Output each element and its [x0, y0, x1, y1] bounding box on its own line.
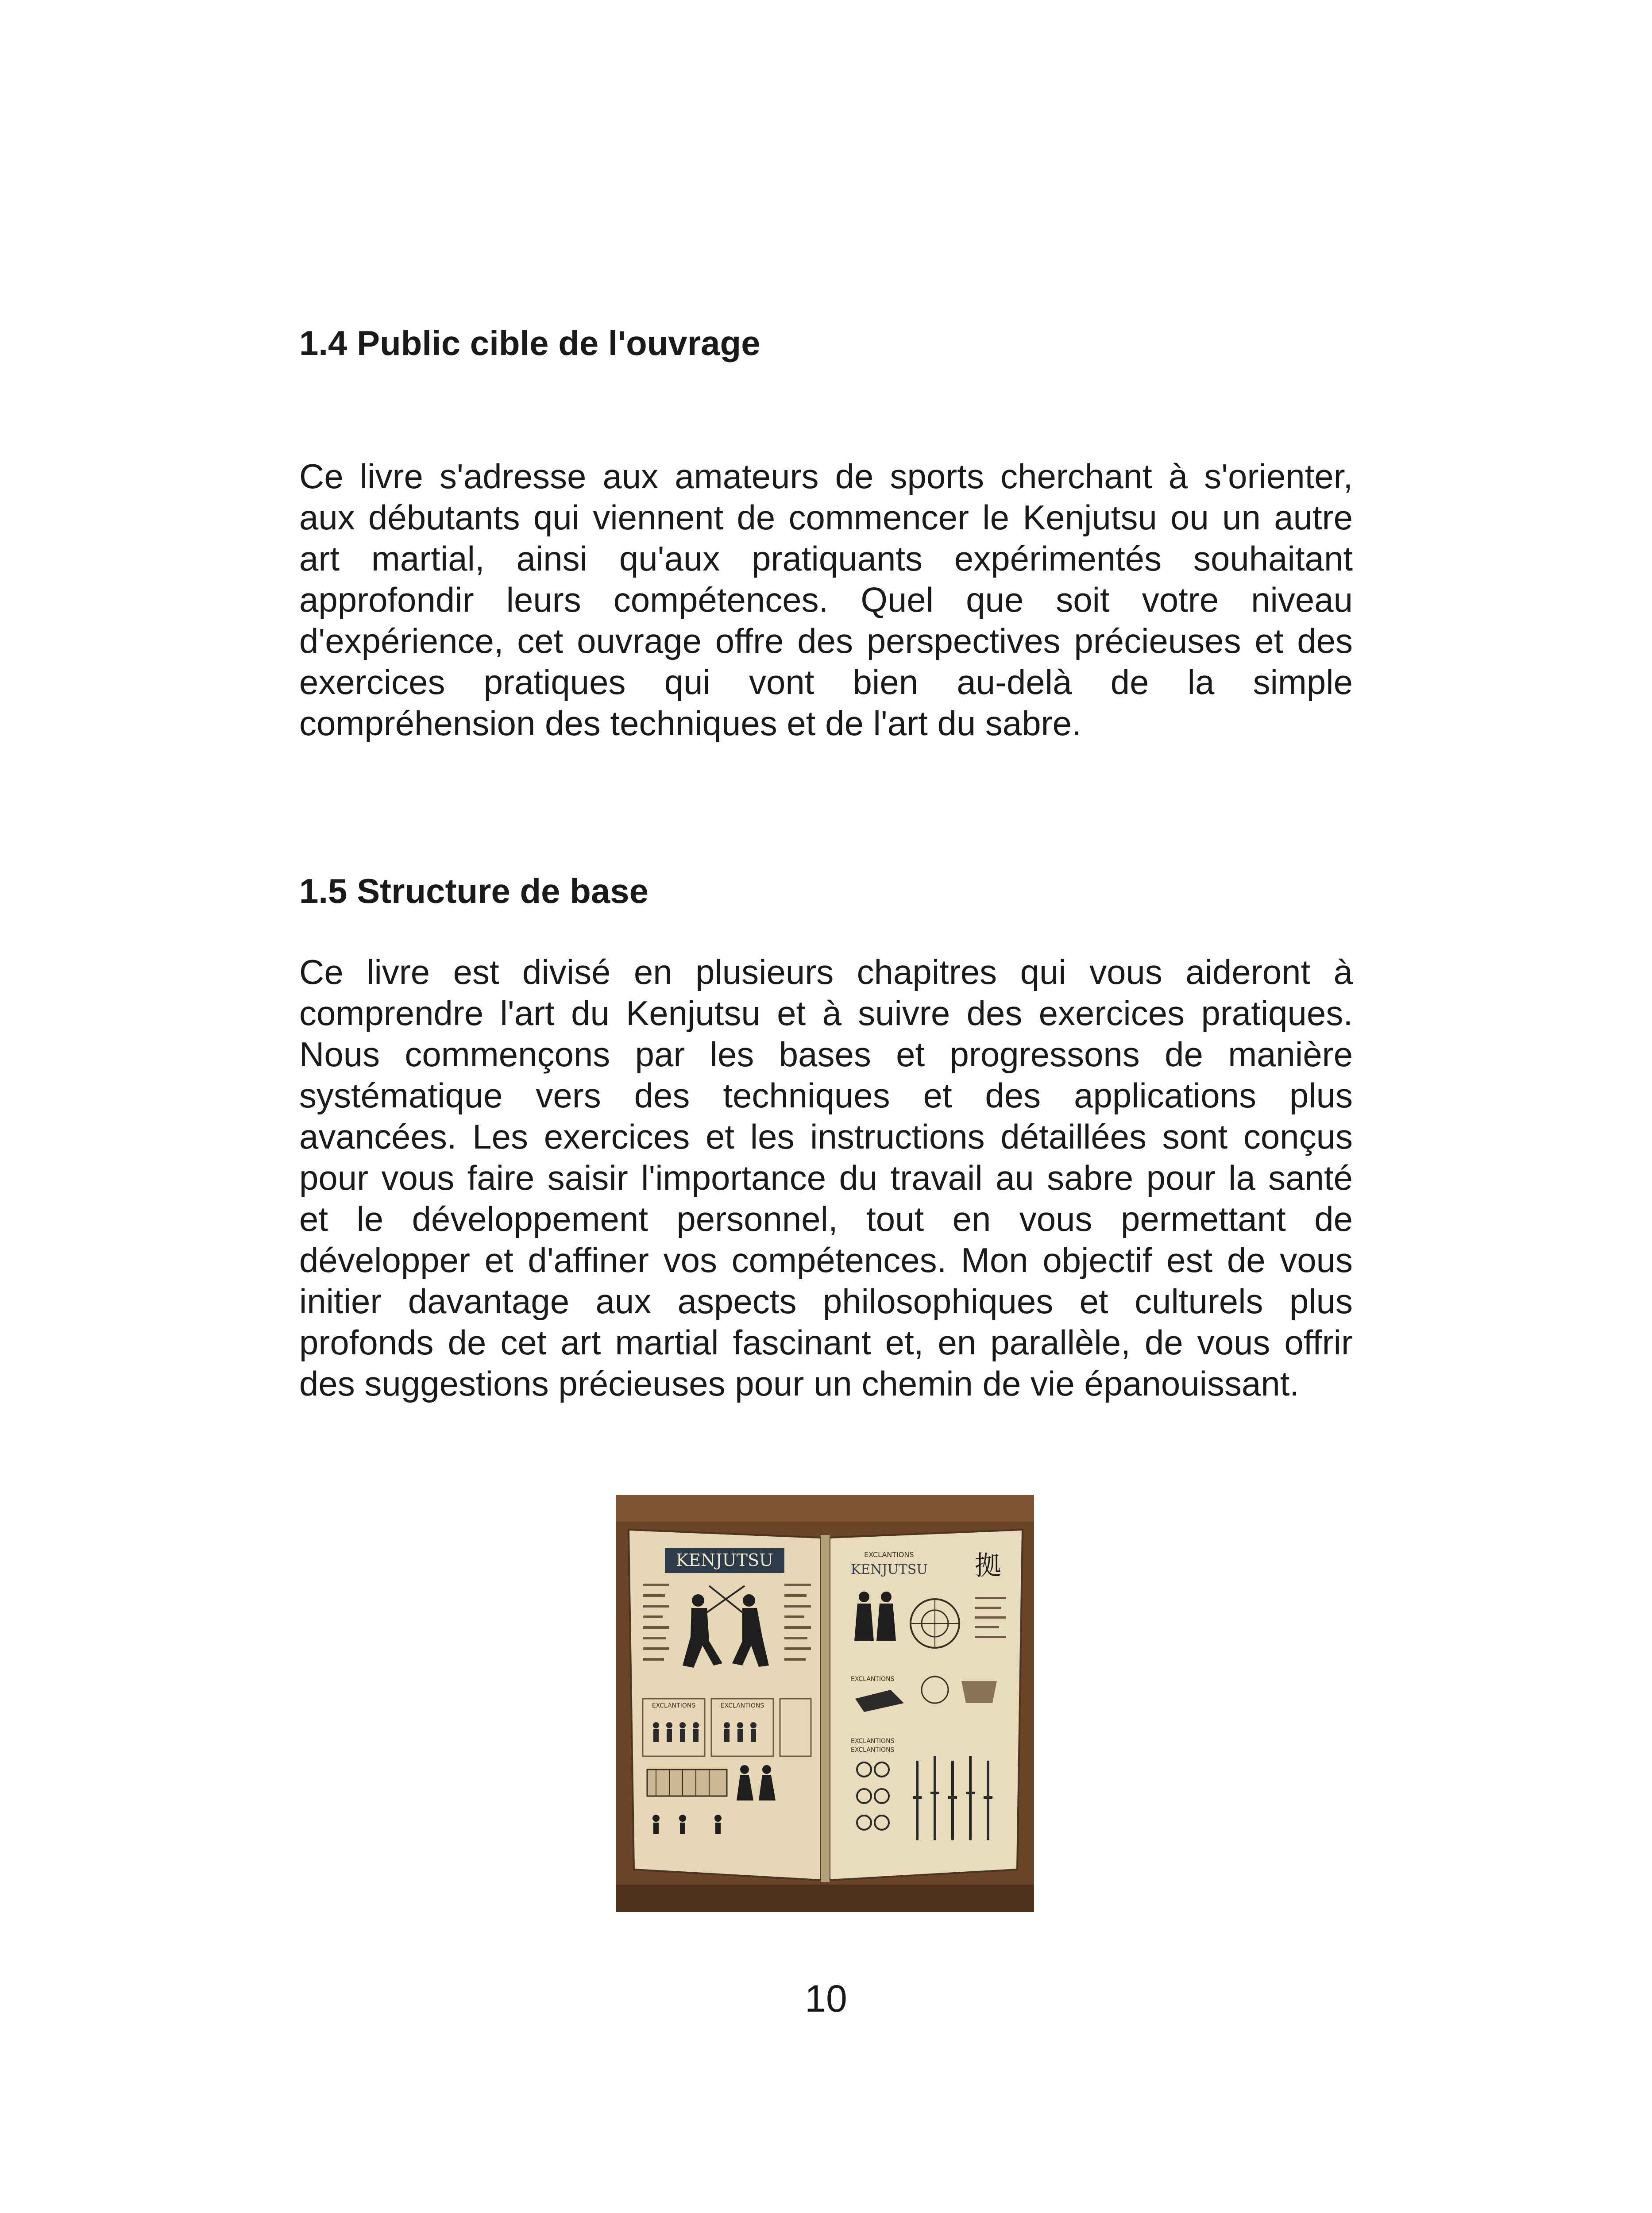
right-panel-label-1: EXCLANTIONS	[851, 1676, 895, 1683]
banner-right-text: KENJUTSU	[851, 1562, 928, 1577]
right-panel-label-3: EXCLANTIONS	[851, 1746, 895, 1754]
panel-label-1: EXCLANTIONS	[652, 1702, 696, 1709]
section-1-4-paragraph: Ce livre s'adresse aux amateurs de sports cherchant à s'orienter, aux débutants qui viennent de commencer le Kenjutsu ou un autre art martial, ainsi qu'aux pratiquants expérimentés souhaitant approfondir leurs compétences. Quel que soit votre niveau d'expérience, cet ouvrage offre des perspectives précieuses et des exercices pratiques qui vont bien au-delà de la simple compréhension des techniques et de l'art du sabre.	[299, 457, 1353, 743]
section-1-5-paragraph: Ce livre est divisé en plusieurs chapitres qui vous aideront à comprendre l'art du Kenjutsu et à suivre des exercices pratiques. Nous commençons par les bases et progressons de manière systématique vers des techniques et des applications plus avancées. Les exercices et les instructions détaillées sont conçus pour vous faire saisir l'importance du travail au sabre pour la santé et le développement personnel, tout en vous permettant de développer et d'affiner vos compétences. Mon objectif est de vous initier davantage aux aspects philosophiques et culturels plus profonds de cet art martial fascinant et, en parallèle, de vous offrir des suggestions précieuses pour un chemin de vie épanouissant.	[299, 952, 1353, 1403]
banner-left-text: KENJUTSU	[675, 1550, 774, 1570]
right-page-label: EXCLANTIONS	[864, 1550, 914, 1559]
kenjutsu-book-illustration	[616, 1495, 1034, 1912]
open-book-illustration	[616, 1495, 1034, 1912]
section-heading-1-5: 1.5 Structure de base	[299, 871, 648, 910]
kanji-glyph: 拠	[975, 1550, 1001, 1581]
section-heading-1-4: 1.4 Public cible de l'ouvrage	[299, 324, 760, 362]
right-panel-label-2: EXCLANTIONS	[851, 1738, 895, 1745]
panel-label-2: EXCLANTIONS	[720, 1702, 764, 1709]
page-number: 10	[805, 1978, 847, 2020]
